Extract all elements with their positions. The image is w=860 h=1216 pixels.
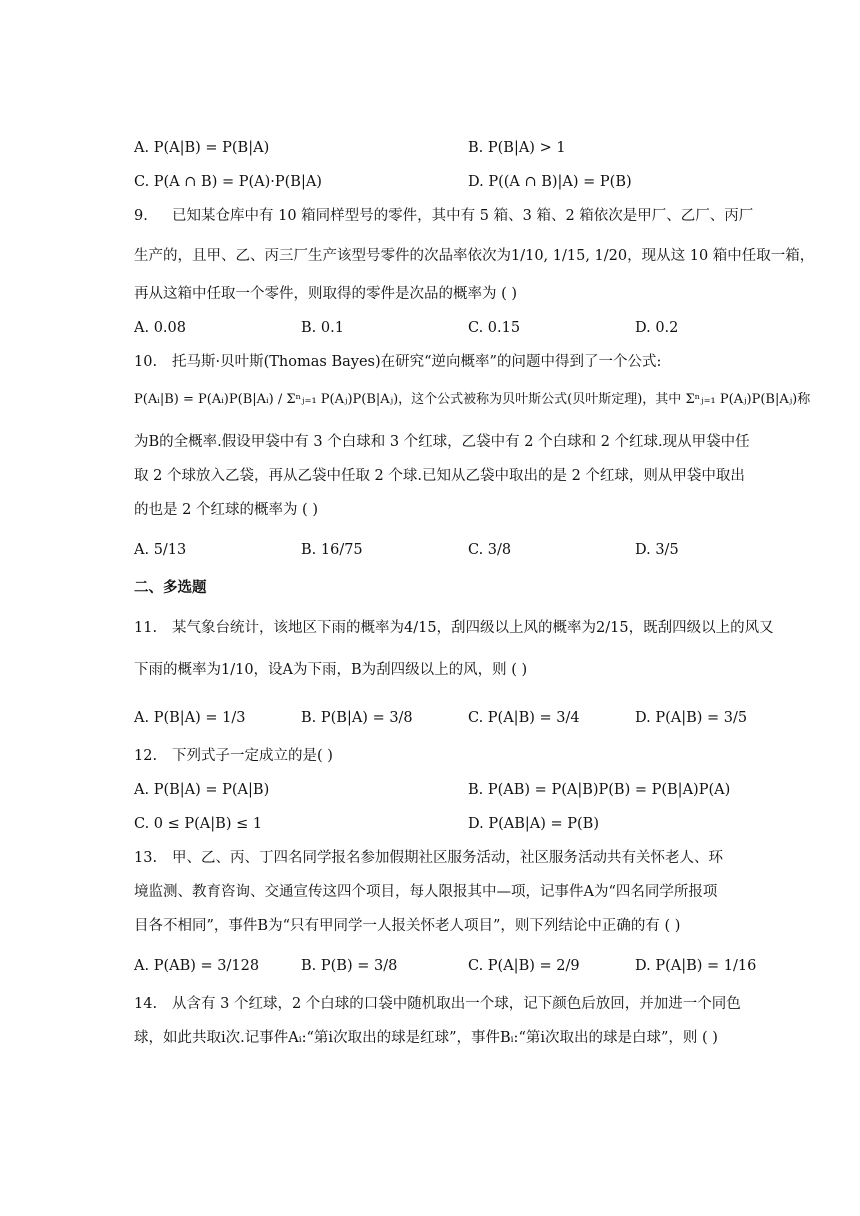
q10-option-c: C. 3/8 [468,542,512,558]
q14-text-1: 从含有 3 个红球，2 个白球的口袋中随机取出一个球，记下颜色后放回，并加进一个同色 [172,996,741,1012]
q9-option-a: A. 0.08 [134,320,186,336]
q12-number: 12. [134,748,158,764]
q14-line-1 [134,994,764,1014]
q12-text-1: 下列式子一定成立的是( ) [172,748,333,764]
q13-line-1 [134,848,764,868]
q10-line-4: 取 2 个球放入乙袋，再从乙袋中任取 2 个球.已知从乙袋中取出的是 2 个红球，则从甲袋中取出 [134,468,745,484]
q13-line-3: 目各不相同”，事件B为“只有甲同学一人报关怀老人项目”，则下列结论中正确的有 ( ) [134,918,681,934]
q11-option-c: C. P(A|B) = 3/4 [468,710,580,726]
q8-option-a: A. P(A|B) = P(B|A) [134,140,270,156]
q12-option-c: C. 0 ≤ P(A|B) ≤ 1 [134,816,263,832]
q9-option-b: B. 0.1 [301,320,344,336]
q9-line-1 [134,206,764,226]
q9-line-2: 生产的，且甲、乙、丙三厂生产该型号零件的次品率依次为1/10, 1/15, 1/20，现从这 10 箱中任取一箱， [134,248,815,264]
q11-line-2: 下雨的概率为1/10，设A为下雨，B为刮四级以上的风，则 ( ) [134,662,528,678]
q13-line-2: 境监测、教育咨询、交通宣传这四个项目，每人限报其中—项，记事件A为“四名同学所报项 [134,884,718,900]
q13-text-1: 甲、乙、丙、丁四名同学报名参加假期社区服务活动，社区服务活动共有关怀老人、环 [172,850,723,866]
q13-option-c: C. P(A|B) = 2/9 [468,958,580,974]
q12-line-1 [134,746,764,766]
q8-option-d: D. P((A ∩ B)|A) = P(B) [468,174,632,190]
q14-line-2: 球，如此共取i次.记事件Aᵢ:“第i次取出的球是红球”，事件Bᵢ:“第i次取出的球是白球”，则 ( ) [134,1030,718,1046]
q10-text-1: 托马斯·贝叶斯(Thomas Bayes)在研究“逆向概率”的问题中得到了一个公式: [172,354,662,370]
q11-text-1: 某气象台统计，该地区下雨的概率为4/15，刮四级以上风的概率为2/15，既刮四级以上的风又 [172,620,774,636]
q10-option-a: A. 5/13 [134,542,187,558]
section-heading-multiple-choice: 二、多选题 [134,579,207,596]
q13-number: 13. [134,850,158,866]
q13-option-d: D. P(A|B) = 1/16 [635,958,757,974]
q13-option-b: B. P(B) = 3/8 [301,958,398,974]
q9-line-3: 再从这箱中任取一个零件，则取得的零件是次品的概率为 ( ) [134,286,518,302]
q8-option-c: C. P(A ∩ B) = P(A)·P(B|A) [134,174,322,190]
q11-number: 11. [134,620,158,636]
q10-number: 10. [134,354,158,370]
q9-option-d: D. 0.2 [635,320,679,336]
q12-option-b: B. P(AB) = P(A|B)P(B) = P(B|A)P(A) [468,782,731,798]
q10-option-d: D. 3/5 [635,542,679,558]
q12-option-a: A. P(B|A) = P(A|B) [134,782,270,798]
q10-option-b: B. 16/75 [301,542,363,558]
q14-number: 14. [134,996,158,1012]
q11-option-a: A. P(B|A) = 1/3 [134,710,246,726]
q12-option-d: D. P(AB|A) = P(B) [468,816,599,832]
q10-line-5: 的也是 2 个红球的概率为 ( ) [134,502,318,518]
q10-line-1 [134,352,764,372]
q11-option-d: D. P(A|B) = 3/5 [635,710,748,726]
q9-text-1: 已知某仓库中有 10 箱同样型号的零件，其中有 5 箱、3 箱、2 箱依次是甲厂、乙厂、丙厂 [172,208,754,224]
q11-option-b: B. P(B|A) = 3/8 [301,710,413,726]
q10-line-2: P(Aᵢ|B) = P(Aᵢ)P(B|Aᵢ) / Σⁿⱼ₌₁ P(Aⱼ)P(B|Aⱼ)，这个公式被称为贝叶斯公式(贝叶斯定理)，其中 Σⁿⱼ₌₁ P(Aⱼ)P(B|Aⱼ)称 [134,392,811,407]
q9-number: 9. [134,208,148,224]
q9-option-c: C. 0.15 [468,320,521,336]
q10-line-3: 为B的全概率.假设甲袋中有 3 个白球和 3 个红球，乙袋中有 2 个白球和 2 个红球.现从甲袋中任 [134,434,750,450]
q11-line-1 [134,618,774,638]
q8-option-b: B. P(B|A) > 1 [468,140,566,156]
q13-option-a: A. P(AB) = 3/128 [134,958,260,974]
